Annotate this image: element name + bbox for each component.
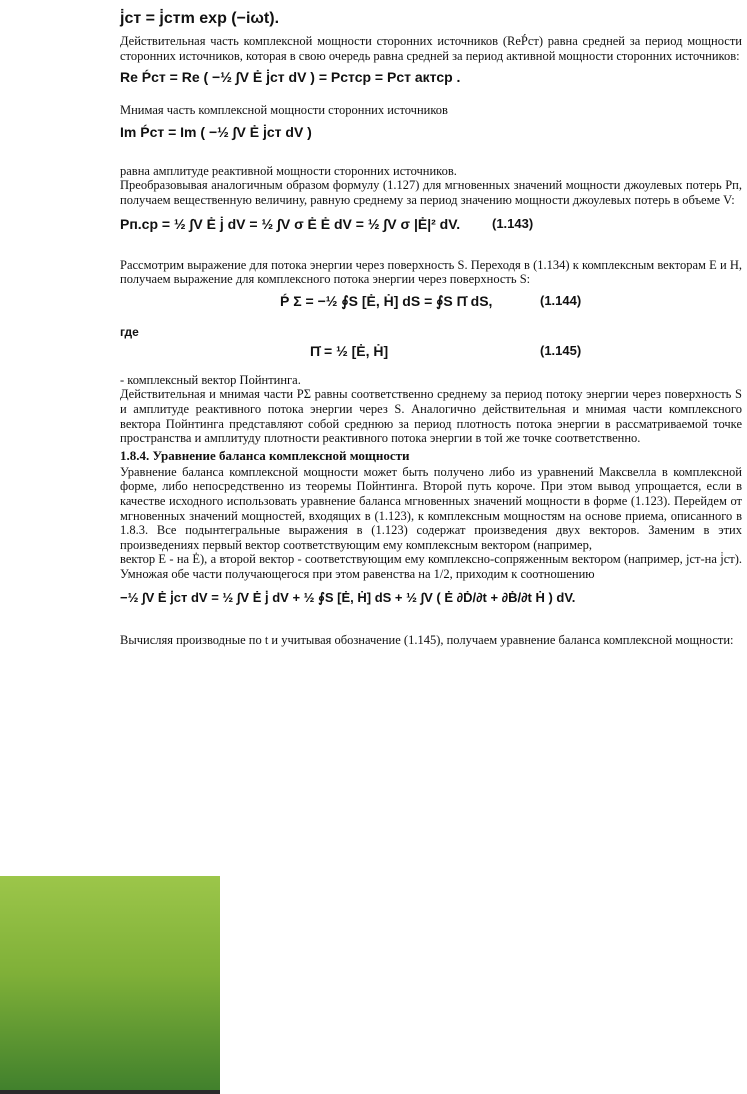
equation-real-power: Re Ṕст = Re ( −½ ∫V Ė j̇ст dV ) = Pстср = Pст актср . [120, 69, 461, 86]
paragraph-real-imag-parts: Действительная и мнимая части PΣ равны соответственно среднему за период потоку энергии через поверхность S и амплитуде реактивного потока энергии через S. Аналогично действительная и мнимая части комплексного вектора Пойнтинга представляют собой среднюю за период плотность потока энергии в рассматриваемой точке пространства и амплитуду плотности реактивного потока энергии в той же точке соответственно. [120, 387, 742, 446]
equation-143-row [120, 208, 742, 258]
equation-144: Ṕ Σ = −½ ∮S [Ė, Ḣ] dS = ∮S Π̇ dS, [280, 292, 493, 309]
paragraph-imag-part: Мнимая часть комплексной мощности сторонних источников [120, 103, 448, 118]
equation-balance: −½ ∫V Ė j̇ст dV = ½ ∫V Ė j̇ dV + ½ ∮S [Ė, Ḣ] dS + ½ ∫V ( Ė ∂Ḋ/∂t + ∂Ḃ/∂t Ḣ ) dV. [120, 590, 576, 606]
where-label: где [120, 324, 139, 339]
paragraph-balance: Уравнение баланса комплексной мощности может быть получено либо из уравнений Максвелла в комплексной форме, либо непосредственно из теоремы Пойнтинга. Второй путь короче. При этом вывод упрощается, если в качестве исходного использовать уравнение баланса мгновенных значений мощности в форме (1.123). Перейдем от мгновенных значений мощностей, входящих в (1.123), к комплексным мощностям на основе приема, описанного в 1.8.3. Все подынтегральные выражения в (1.123) содержат произведения двух векторов. Заменим в этих произведениях первый вектор соответствующим ему комплексным вектором (например, [120, 464, 742, 552]
document-page [120, 0, 742, 900]
equation-number-144: (1.144) [540, 292, 582, 308]
equation-imag-power-row [120, 118, 742, 164]
equation-real-power-row [120, 63, 742, 103]
paragraph-joule-losses: Преобразовывая аналогичным образом формулу (1.127) для мгновенных значений мощности джоулевых потерь Pп, получаем вещественную величину, равную среднему за период значению мощности джоулевых потерь в объеме V: [120, 178, 742, 207]
equation-145: Π̇ = ½ [Ė, Ḣ] [310, 342, 389, 359]
intro-row [120, 0, 742, 36]
equation-143: Pп.ср = ½ ∫V Ė j̇ dV = ½ ∫V σ Ė Ė dV = ½ ∫V σ |Ė|² dV. [120, 215, 461, 232]
paragraph-poynting-vector: - комплексный вектор Пойнтинга. [120, 372, 301, 387]
section-heading: 1.8.4. Уравнение баланса комплексной мощности [120, 447, 410, 463]
equation-144-row [120, 287, 742, 323]
equation-balance-row [120, 581, 742, 633]
paragraph-derivatives: Вычисляя производные по t и учитывая обозначение (1.145), получаем уравнение баланса комплексной мощности: [120, 633, 734, 648]
slide-decoration-block [0, 876, 220, 1094]
equation-145-row [120, 343, 742, 373]
equation-current-density: j̇ст = j̇стm exp (−iωt). [120, 10, 280, 27]
equation-imag-power: Im Ṕст = Im ( −½ ∫V Ė j̇ст dV ) [120, 123, 312, 140]
equation-number-143: (1.143) [492, 215, 534, 231]
where-row [120, 323, 742, 343]
slide-decoration-line [0, 1090, 220, 1094]
paragraph-energy-flow: Рассмотрим выражение для потока энергии через поверхность S. Переходя в (1.134) к комплексным векторам E и H, получаем выражение для комплексного потока энергии через поверхность S: [120, 257, 742, 287]
paragraph-real-part: Действительная часть комплексной мощности сторонних источников (ReṔст) равна средней за период мощности сторонних источников, которая в свою очередь равна средней за период активной мощности сторонних источников: [120, 34, 742, 63]
equation-number-145: (1.145) [540, 342, 582, 358]
paragraph-balance-continued: вектор E - на Ė), а второй вектор - соответствующим ему комплексно-сопряженным вектором (например, jст-на j̇ст). Умножая обе части получающегося при этом равенства на 1/2, приходим к соотношению [120, 552, 742, 581]
paragraph-reactive-amplitude: равна амплитуде реактивной мощности сторонних источников. [120, 163, 457, 178]
